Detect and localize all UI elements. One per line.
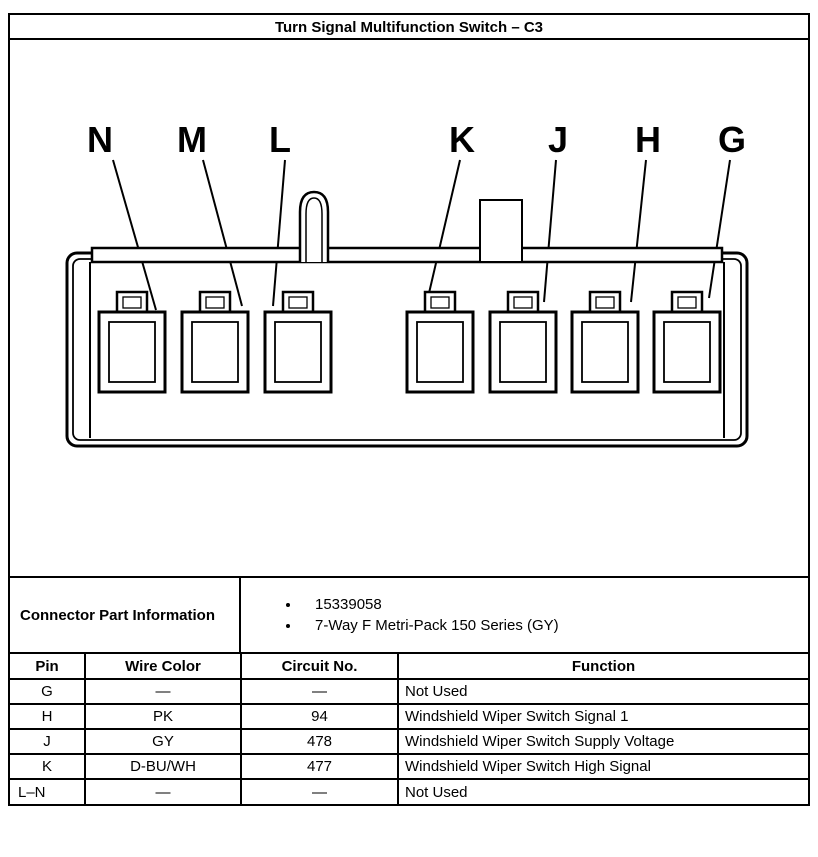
pin-cell: K [10,754,85,779]
circuit-no-cell: 94 [241,704,398,729]
housing-top-rail [92,248,722,262]
wire-color-cell: PK [85,704,241,729]
pin-label-l: L [269,119,291,160]
function-cell: Windshield Wiper Switch Supply Voltage [398,729,808,754]
index-tab-outline [480,200,522,262]
pin-table [10,654,808,804]
header-circuit-no: Circuit No. [241,654,398,679]
function-cell: Not Used [405,783,468,801]
circuit-no-cell: — [241,779,398,804]
leader-line-k [426,160,460,306]
leader-line-l [273,160,285,306]
pin-label-j: J [547,119,569,160]
index-tab [480,200,522,262]
leader-line-g [709,160,730,298]
lock-tab [300,192,328,262]
lock-tab-outer [300,192,328,262]
table-row [10,679,808,704]
circuit-no-cell: 477 [241,754,398,779]
table-header-row [10,654,808,679]
header-pin: Pin [10,654,85,679]
part-info-list [241,592,559,638]
pin-cavity-g [654,292,720,392]
pin-cell: G [10,679,85,704]
part-info-item: • 15339058 [301,596,559,613]
pin-label-h: H [635,119,661,160]
pin-cavity-l [265,292,331,392]
table-row [10,729,808,754]
pin-cell: H [10,704,85,729]
leader-line-j [544,160,556,302]
leader-lines [113,160,730,310]
pin-cell: J [10,729,85,754]
part-info-item: • 7-Way F Metri-Pack 150 Series (GY) [301,617,559,634]
circuit-no-cell: — [241,679,398,704]
pin-cavity-h [572,292,638,392]
leader-line-m [203,160,242,306]
table-row [10,779,808,804]
wire-color-cell: — [85,779,241,804]
part-info-label: Connector Part Information [10,578,241,652]
function-cell: Windshield Wiper Switch Signal 1 [398,704,808,729]
circuit-no-cell: 478 [241,729,398,754]
pin-label-g: G [717,119,747,160]
header-function: Function [398,654,808,679]
pin-label-k: K [449,119,475,160]
pin-cavity-m [182,292,248,392]
page-title: Turn Signal Multifunction Switch – C3 [10,15,808,40]
pin-label-m: M [177,119,207,160]
pin-cavity-j [490,292,556,392]
pin-cell: L–N [10,779,85,804]
connector-diagram [10,40,808,578]
table-row [10,704,808,729]
part-info-values [241,578,808,652]
part-info-row [10,578,808,654]
wire-color-cell: GY [85,729,241,754]
leader-line-h [631,160,646,302]
connector-sheet [8,13,810,806]
wire-color-cell: — [85,679,241,704]
pin-label-n: N [87,119,113,160]
function-cell: Windshield Wiper Switch High Signal [398,754,808,779]
header-wire-color: Wire Color [85,654,241,679]
pin-cavities [99,292,720,392]
wire-color-cell: D-BU/WH [85,754,241,779]
pin-cavity-k [407,292,473,392]
pin-labels [87,119,746,160]
leader-line-n [113,160,156,310]
connector-diagram-svg [10,40,808,578]
table-row [10,754,808,779]
function-cell: Not Used [398,679,808,704]
